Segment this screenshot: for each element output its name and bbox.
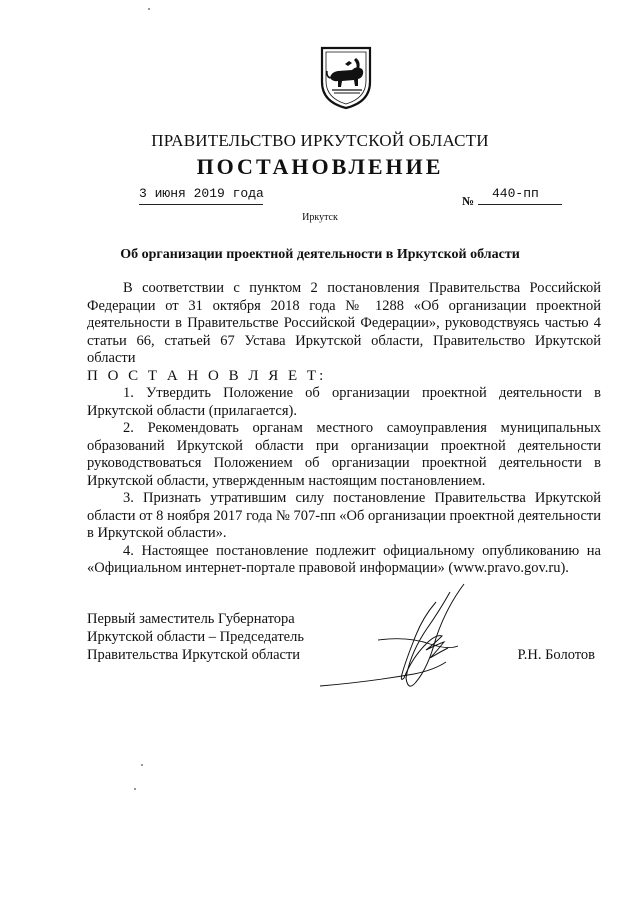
list-item: 2. Рекомендовать органам местного самоуправления муниципальных образований Иркутской области при организации проектной деятельности руководствоваться Положением об организации проектной деятельности в Иркутской области, утвержденным настоящим постановлением. (87, 420, 601, 489)
list-item: 3. Признать утратившим силу постановление Правительства Иркутской области от 8 ноября 2017 года № 707-пп «Об организации проектной деятельности в Иркутской области». (87, 490, 601, 541)
position-line: Правительства Иркутской области (87, 647, 301, 663)
document-number: 440-пп (492, 186, 539, 201)
document-body (87, 280, 601, 578)
document-date: 3 июня 2019 года (139, 186, 264, 201)
list-item: 1. Утвердить Положение об организации проектной деятельности в Иркутской области (прилагается). (87, 385, 601, 419)
scan-speck (134, 788, 136, 790)
city-name: Иркутск (302, 212, 338, 223)
decides-heading: П О С Т А Н О В Л Я Е Т: (87, 367, 327, 384)
list-item: 4. Настоящее постановление подлежит официальному опубликованию на «Официальном интернет-портале правовой информации» (www.pravo.gov.ru). (87, 542, 601, 576)
coat-of-arms-emblem (318, 44, 374, 110)
signatory-name: Р.Н. Болотов (517, 647, 595, 663)
number-underline (478, 204, 562, 205)
government-name: ПРАВИТЕЛЬСТВО ИРКУТСКОЙ ОБЛАСТИ (151, 131, 489, 150)
position-line: Первый заместитель Губернатора (87, 611, 295, 627)
position-line: Иркутской области – Председатель (87, 629, 304, 645)
document-type: ПОСТАНОВЛЕНИЕ (196, 154, 444, 179)
scan-speck (141, 764, 143, 766)
scan-speck (148, 8, 150, 10)
preamble-paragraph: В соответствии с пунктом 2 постановления Правительства Российской Федерации от 31 октября 2018 года № 1288 «Об организации проектной деятельности в Правительстве Российской Федерации», руководствуясь частью 4 статьи 66, статьей 67 Устава Иркутской области, Правительство Иркутской области (87, 280, 601, 366)
date-underline (139, 204, 263, 205)
number-sign: № (462, 194, 475, 208)
handwritten-signature (318, 578, 488, 698)
document-title: Об организации проектной деятельности в Иркутской области (120, 247, 520, 262)
